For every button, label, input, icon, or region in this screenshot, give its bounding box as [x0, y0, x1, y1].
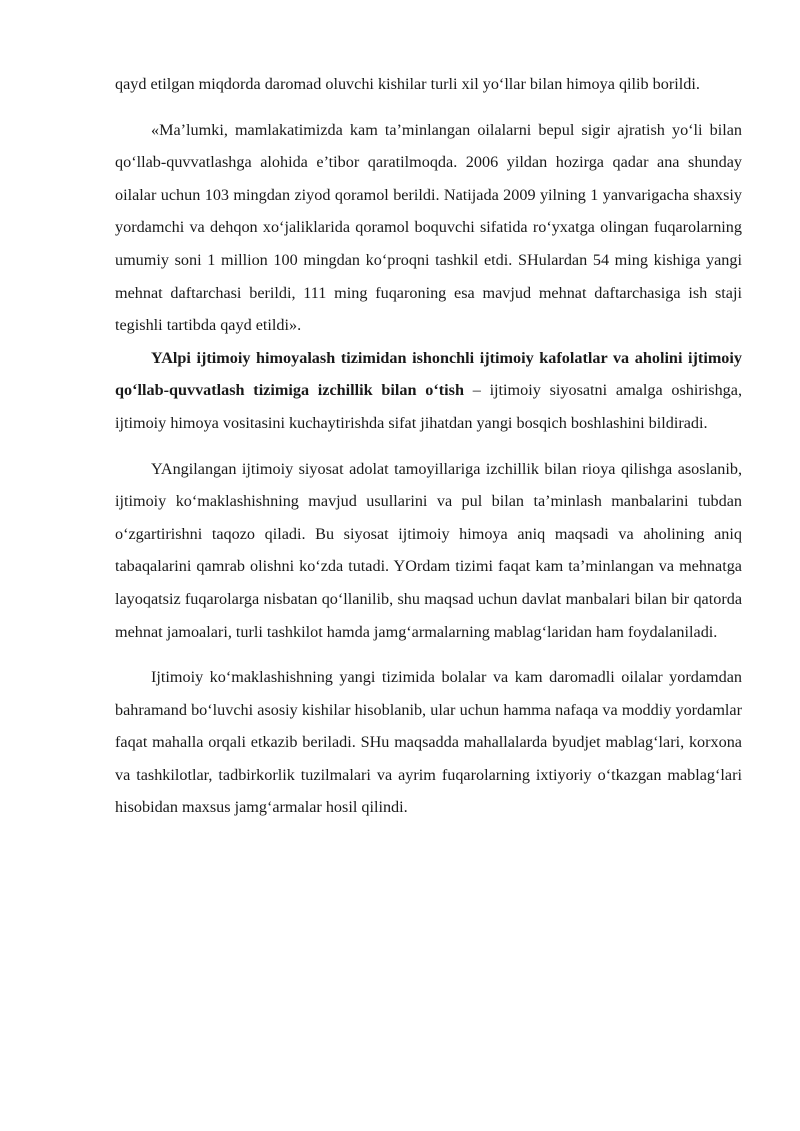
paragraph-bold-lead: YAlpi ijtimoiy himoyalash tizimidan ishonchli ijtimoiy kafolatlar va aholini ijtimoiy qo‘llab-quvvatlash tizimiga izchillik bilan o‘tish: [115, 348, 742, 400]
paragraph-new-system: Ijtimoiy ko‘maklashishning yangi tizimida bolalar va kam daromadli oilalar yordamdan bahramand bo‘luvchi asosiy kishilar hisoblanib, ular uchun hamma nafaqa va moddiy yordamlar faqat mahalla orqali etkazib beriladi. SHu maqsadda mahallalarda byudjet mablag‘lari, korxona va tashkilotlar, tadbirkorlik tuzilmalari va ayrim fuqarolarning ixtiyoriy o‘tkazgan mablag‘lari hisobidan maxsus jamg‘armalar hosil qilindi.: [115, 668, 742, 817]
document-page: [115, 68, 742, 824]
paragraph-social-policy: YAngilangan ijtimoiy siyosat adolat tamoyillariga izchillik bilan rioya qilishga asoslanib, ijtimoiy ko‘maklashishning mavjud usullarini va pul bilan ta’minlash manbalarini tubdan o‘zgartirishni taqozo qiladi. Bu siyosat ijtimoiy himoya aniq maqsadi va aholining aniq tabaqalarini qamrab olishni ko‘zda tutadi. YOrdam tizimi faqat kam ta’minlangan va mehnatga layoqatsiz fuqarolarga nisbatan qo‘llanilib, shu maqsad uchun davlat manbalari bilan bir qatorda mehnat jamoalari, turli tashkilot hamda jamg‘armalarning mablag‘laridan ham foydalaniladi.: [115, 459, 742, 641]
paragraph-transition: [115, 342, 742, 440]
paragraph-quote: «Ma’lumki, mamlakatimizda kam ta’minlangan oilalarni bepul sigir ajratish yo‘li bilan qo‘llab-quvvatlashga alohida e’tibor qaratilmoqda. 2006 yildan hozirga qadar ana shunday oilalar uchun 103 mingdan ziyod qoramol berildi. Natijada 2009 yilning 1 yanvarigacha shaxsiy yordamchi va dehqon xo‘jaliklarida qoramol boquvchi sifatida ro‘yxatga olingan fuqarolarning umumiy soni 1 million 100 mingdan ko‘proqni tashkil etdi. SHulardan 54 ming kishiga yangi mehnat daftarchasi berildi, 111 ming fuqaroning esa mavjud mehnat daftarchasiga ish staji tegishli tartibda qayd etildi».: [115, 120, 742, 335]
paragraph-continuation: qayd etilgan miqdorda daromad oluvchi kishilar turli xil yo‘llar bilan himoya qilib borildi.: [115, 75, 700, 93]
paragraph-body: – ijtimoiy siyosatni amalga oshirishga, ijtimoiy himoya vositasini kuchaytirishda sifat jihatdan yangi bosqich boshlashini bildiradi.: [115, 381, 742, 432]
